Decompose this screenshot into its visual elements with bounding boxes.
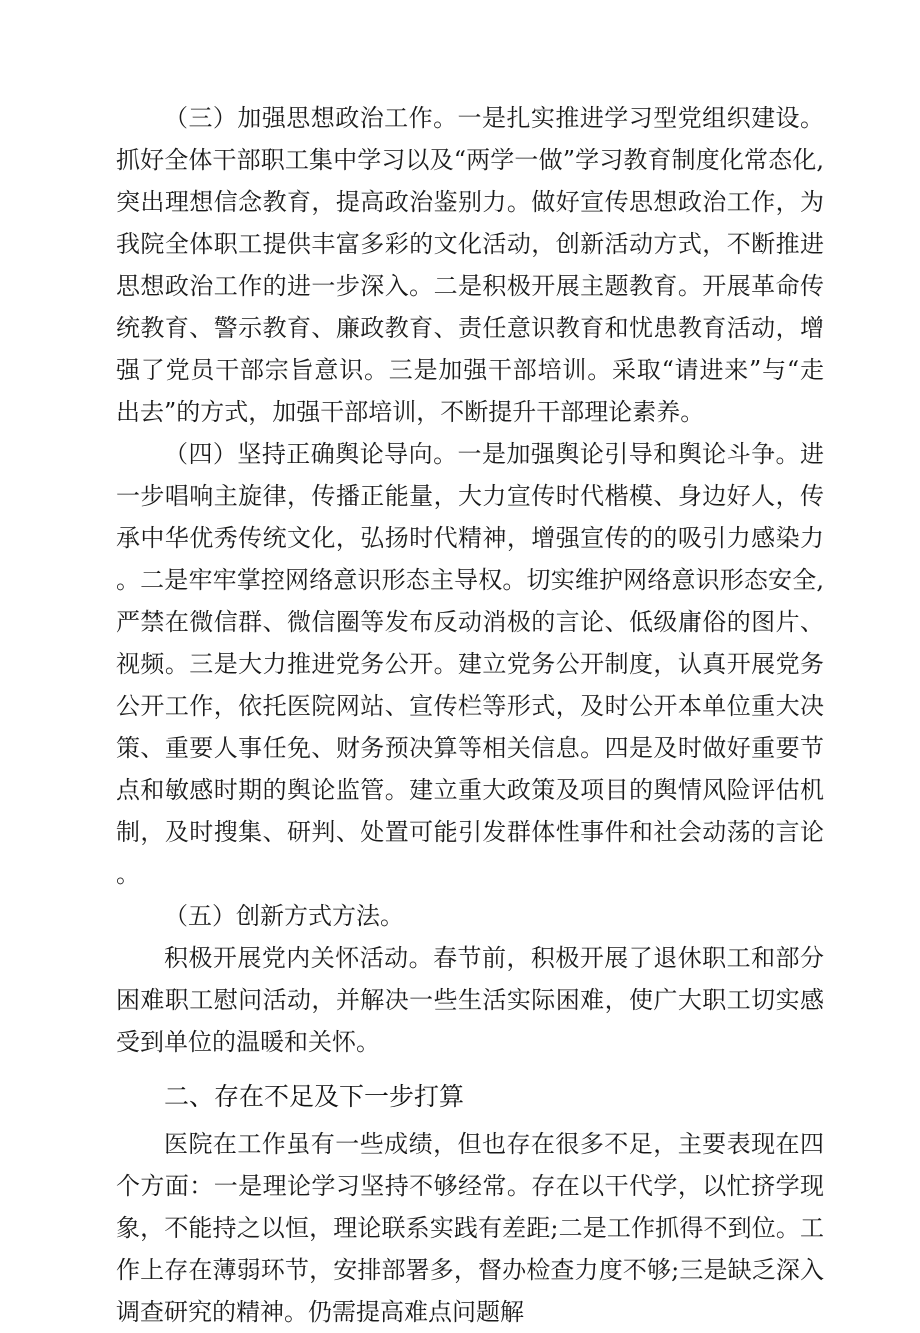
paragraph-innovation-heading: （五）创新方式方法。 [164, 902, 404, 930]
paragraph-ideological-work: （三）加强思想政治工作。一是扎实推进学习型党组织建设。抓好全体干部职工集中学习以及“两学一做”学习教育制度化常态化,突出理想信念教育，提高政治鉴别力。做好宣传思想政治工作，为我院全体职工提供丰富多彩的文化活动，创新活动方式，不断推进思想政治工作的进一步深入。二是积极开展主题教育。开展革命传统教育、警示教育、廉政教育、责任意识教育和忧患教育活动，增强了党员干部宗旨意识。三是加强干部培训。采取“请进来”与“走出去”的方式，加强干部培训，不断提升干部理论素养。 [116, 104, 824, 426]
paragraph-public-opinion: （四）坚持正确舆论导向。一是加强舆论引导和舆论斗争。进一步唱响主旋律，传播正能量，大力宣传时代楷模、身边好人，传承中华优秀传统文化，弘扬时代精神，增强宣传的的吸引力感染力。二是牢牢掌控网络意识形态主导权。切实维护网络意识形态安全,严禁在微信群、微信圈等发布反动消极的言论、低级庸俗的图片、视频。三是大力推进党务公开。建立党务公开制度，认真开展党务公开工作，依托医院网站、宣传栏等形式，及时公开本单位重大决策、重要人事任免、财务预决算等相关信息。四是及时做好重要节点和敏感时期的舆论监管。建立重大政策及项目的舆情风险评估机制，及时搜集、研判、处置可能引发群体性事件和社会动荡的言论。 [116, 440, 824, 888]
paragraph-shortcomings: 医院在工作虽有一些成绩，但也存在很多不足，主要表现在四个方面：一是理论学习坚持不够经常。存在以干代学，以忙挤学现象，不能持之以恒，理论联系实践有差距;二是工作抓得不到位。工作上存在薄弱环节，安排部署多，督办检查力度不够;三是缺乏深入调查研究的精神。仍需提高难点问题解 [116, 1130, 824, 1326]
section-heading: 二、存在不足及下一步打算 [164, 1082, 465, 1111]
paragraph-care-activities: 积极开展党内关怀活动。春节前，积极开展了退休职工和部分困难职工慰问活动，并解决一些生活实际困难，使广大职工切实感受到单位的温暖和关怀。 [116, 944, 824, 1056]
document-body [116, 97, 824, 1333]
